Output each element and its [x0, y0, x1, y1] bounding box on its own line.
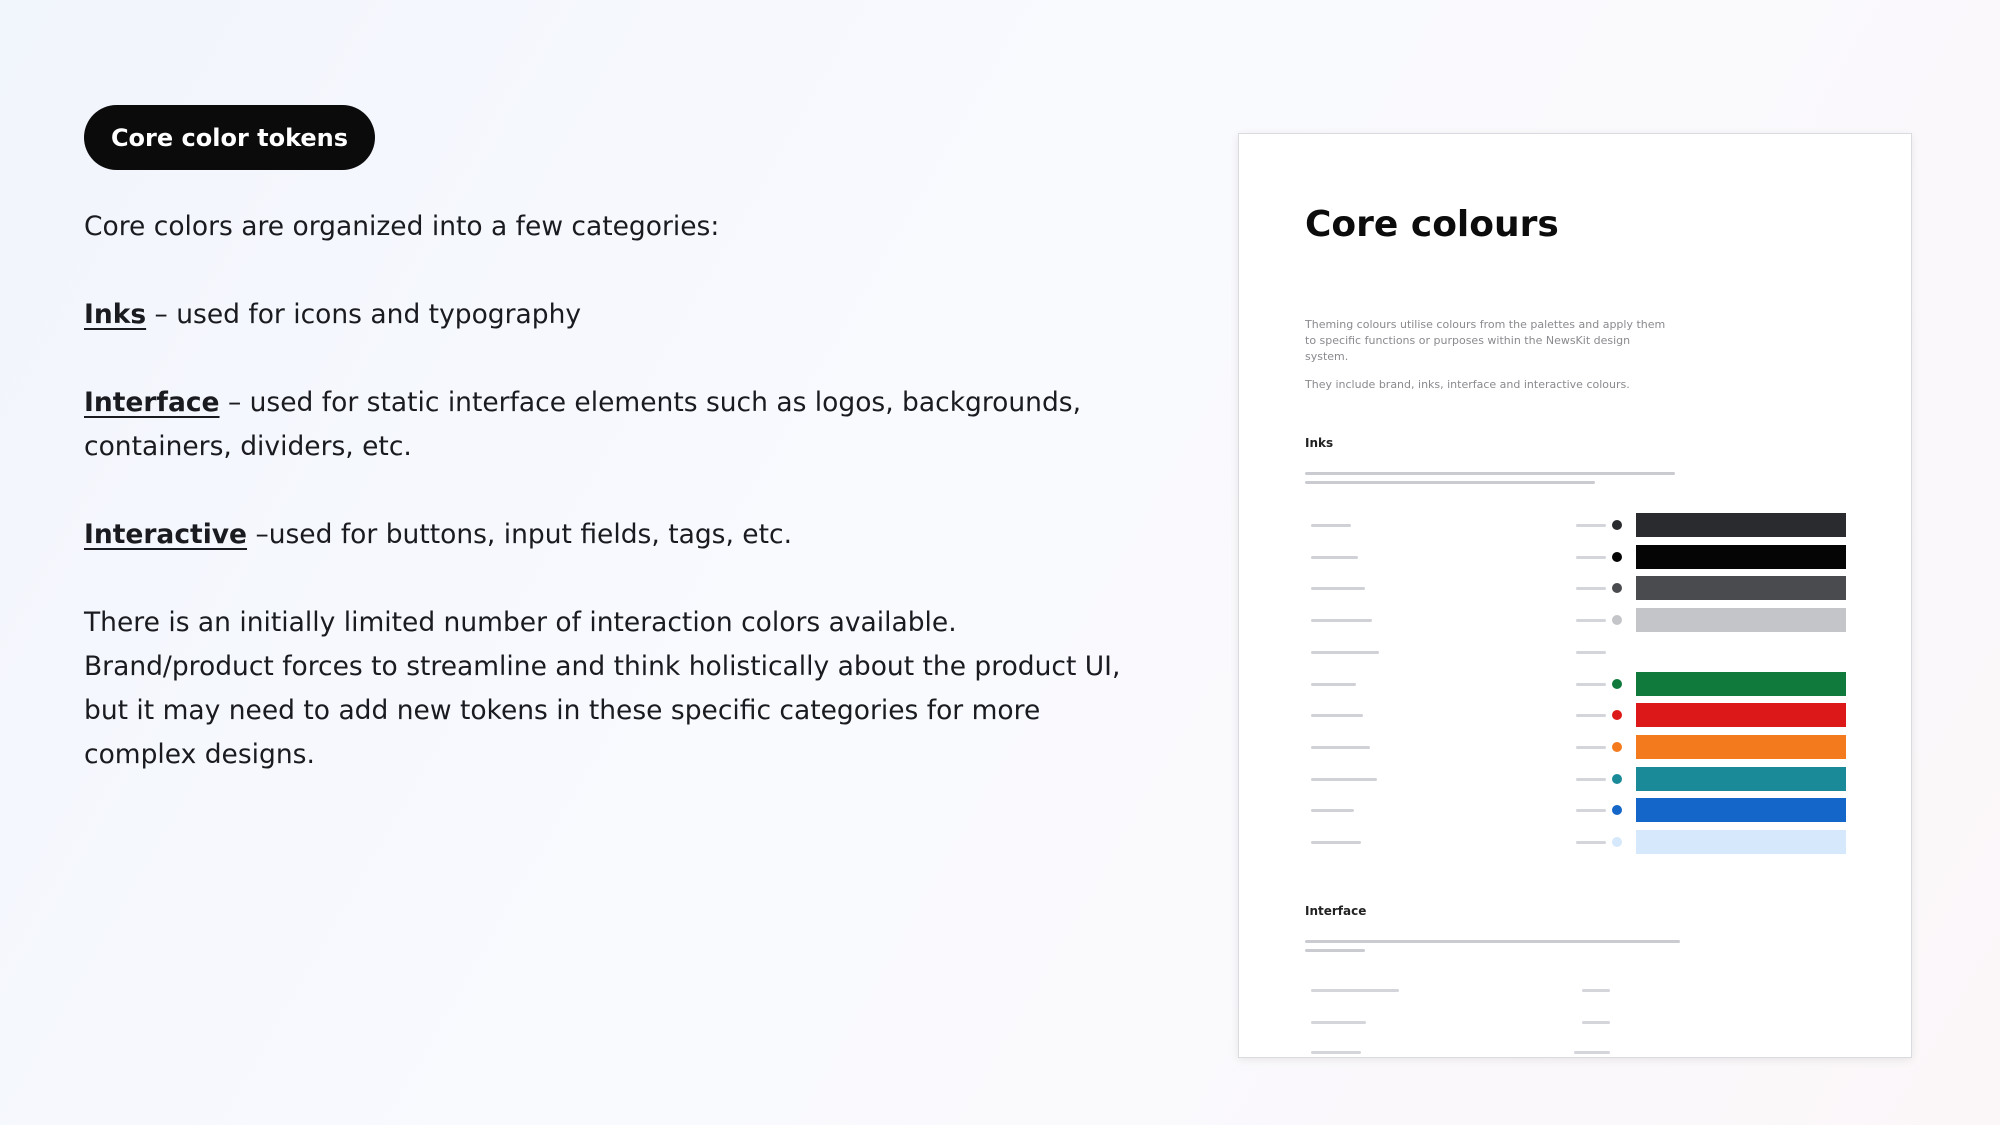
swatch-bar [1636, 798, 1846, 822]
category-interface [84, 381, 1144, 469]
token-value-line [1576, 746, 1606, 749]
interactive-term: Interactive [84, 519, 248, 550]
interface-token-line [1311, 989, 1399, 992]
token-name-line [1311, 714, 1363, 717]
swatch-dot [1612, 774, 1622, 784]
ink-swatch-row [1239, 702, 1911, 728]
token-name-line [1311, 587, 1365, 590]
document-intro-paragraph: Theming colours utilise colours from the palettes and apply them to specific functions or purposes within the NewsKit design system. [1305, 318, 1666, 363]
token-value-line [1576, 683, 1606, 686]
token-value-line [1576, 651, 1606, 654]
ink-swatch-row [1239, 512, 1911, 538]
inks-section-heading: Inks [1305, 436, 1334, 450]
section-description-line [1305, 940, 1680, 943]
ink-swatch-row [1239, 639, 1911, 665]
swatch-bar [1636, 830, 1846, 854]
ink-swatch-row [1239, 734, 1911, 760]
swatch-bar [1636, 576, 1846, 600]
interface-token-line [1574, 1051, 1610, 1054]
document-intro [1305, 317, 1675, 405]
swatch-bar [1636, 608, 1846, 632]
ink-swatch-row [1239, 575, 1911, 601]
token-name-line [1311, 778, 1377, 781]
inks-term: Inks [84, 299, 147, 330]
core-colours-document [1238, 133, 1912, 1058]
interface-token-line [1582, 989, 1610, 992]
token-value-line [1576, 524, 1606, 527]
interface-token-line [1311, 1051, 1361, 1054]
swatch-dot [1612, 742, 1622, 752]
section-description-line [1305, 472, 1675, 475]
token-name-line [1311, 683, 1356, 686]
token-value-line [1576, 714, 1606, 717]
closing-text: There is an initially limited number of interaction colors available. Brand/product forces to streamline and think holistically about the product UI, but it may need to add new tokens in these specific categories for more complex designs. [84, 607, 1121, 770]
ink-swatch-row [1239, 797, 1911, 823]
token-name-line [1311, 841, 1361, 844]
section-pill: Core color tokens [84, 105, 375, 170]
section-description-line [1305, 949, 1365, 952]
interface-token-line [1311, 1021, 1366, 1024]
swatch-dot [1612, 805, 1622, 815]
token-value-line [1576, 587, 1606, 590]
token-name-line [1311, 651, 1379, 654]
interactive-desc: –used for buttons, input fields, tags, etc. [247, 519, 792, 550]
token-name-line [1311, 619, 1372, 622]
swatch-dot [1612, 552, 1622, 562]
interface-section-heading: Interface [1305, 904, 1367, 918]
ink-swatch-row [1239, 671, 1911, 697]
swatch-bar [1636, 703, 1846, 727]
document-title: Core colours [1305, 204, 1559, 245]
interface-desc: – used for static interface elements such as logos, backgrounds, containers, dividers, etc. [84, 387, 1082, 462]
swatch-dot [1612, 837, 1622, 847]
token-name-line [1311, 746, 1370, 749]
intro-text: Core colors are organized into a few categories: [84, 211, 720, 242]
category-interactive [84, 513, 1144, 557]
swatch-dot [1612, 615, 1622, 625]
swatch-bar [1636, 513, 1846, 537]
section-description-line [1305, 481, 1595, 484]
token-name-line [1311, 524, 1351, 527]
category-inks [84, 293, 1144, 337]
ink-swatch-row [1239, 766, 1911, 792]
ink-swatch-row [1239, 829, 1911, 855]
token-value-line [1576, 619, 1606, 622]
token-value-line [1576, 778, 1606, 781]
token-value-line [1576, 841, 1606, 844]
swatch-dot [1612, 520, 1622, 530]
inks-desc: – used for icons and typography [146, 299, 582, 330]
swatch-bar [1636, 767, 1846, 791]
swatch-bar [1636, 672, 1846, 696]
token-name-line [1311, 556, 1358, 559]
ink-swatch-row [1239, 544, 1911, 570]
document-intro-paragraph: They include brand, inks, interface and interactive colours. [1305, 378, 1630, 391]
swatch-dot [1612, 679, 1622, 689]
swatch-dot [1612, 583, 1622, 593]
interface-term: Interface [84, 387, 220, 418]
swatch-bar [1636, 735, 1846, 759]
token-value-line [1576, 556, 1606, 559]
ink-swatch-row [1239, 607, 1911, 633]
swatch-dot [1612, 710, 1622, 720]
token-name-line [1311, 809, 1354, 812]
body-copy [84, 205, 1144, 821]
swatch-bar [1636, 545, 1846, 569]
interface-token-line [1582, 1021, 1610, 1024]
token-value-line [1576, 809, 1606, 812]
